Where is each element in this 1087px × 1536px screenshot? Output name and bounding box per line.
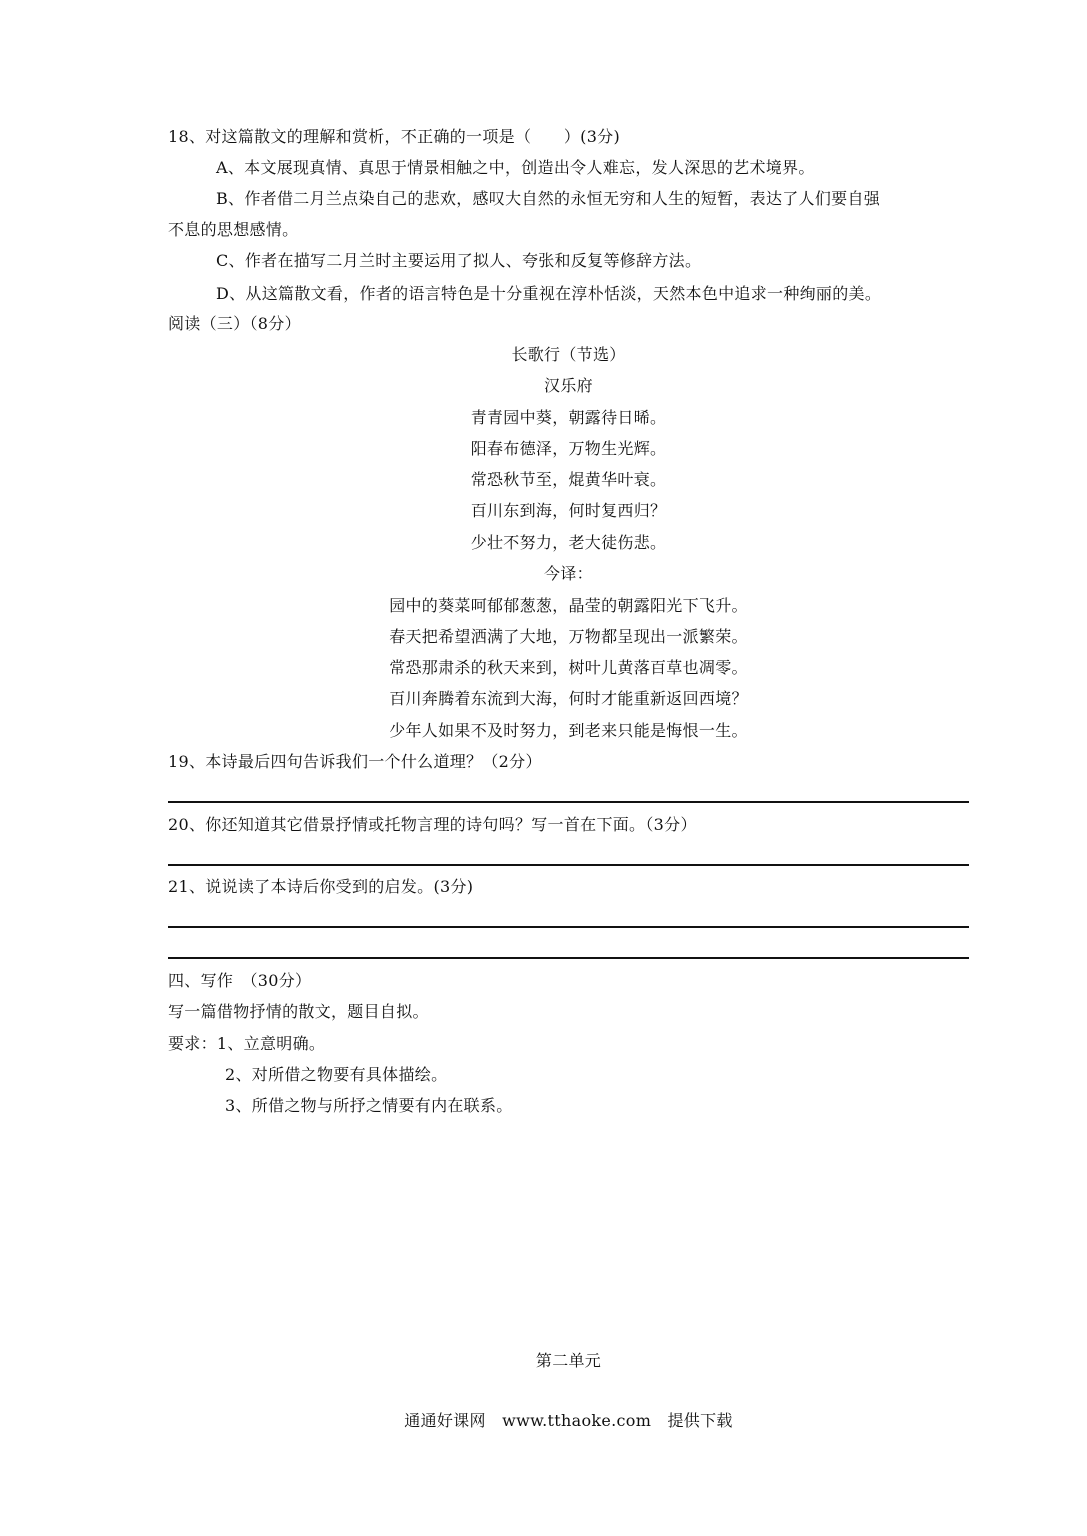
- translation-line: 春天把希望洒满了大地，万物都呈现出一派繁荣。: [389, 627, 748, 646]
- translation-line: 百川奔腾着东流到大海，何时才能重新返回西境？: [389, 689, 748, 708]
- translation-line: 园中的葵菜呵郁郁葱葱，晶莹的朝露阳光下飞升。: [389, 596, 748, 615]
- poem-title: 长歌行（节选）: [511, 345, 626, 364]
- q20-prompt: 20、你还知道其它借景抒情或托物言理的诗句吗？写一首在下面。（3分）: [168, 815, 697, 834]
- translation-label: 今译：: [544, 564, 593, 583]
- q18-option-b-line1: B、作者借二月兰点染自己的悲欢，感叹大自然的永恒无穷和人生的短暂，表达了人们要自强: [216, 189, 881, 208]
- q18-stem: 18、对这篇散文的理解和赏析，不正确的一项是（ ）(3分): [168, 127, 621, 146]
- footer-credit: 通通好课网 www.tthaoke.com 提供下载: [404, 1411, 733, 1430]
- writing-task: 写一篇借物抒情的散文，题目自拟。: [168, 1002, 429, 1021]
- writing-heading: 四、写作 （30分）: [168, 971, 312, 990]
- q18-option-b-line2: 不息的思想感情。: [168, 220, 299, 239]
- answer-line: [168, 864, 969, 866]
- writing-requirement: 2、对所借之物要有具体描绘。: [225, 1065, 448, 1084]
- poem-line: 少壮不努力，老大徒伤悲。: [470, 533, 667, 552]
- translation-line: 少年人如果不及时努力，到老来只能是悔恨一生。: [389, 721, 748, 740]
- poem-author: 汉乐府: [544, 376, 593, 395]
- poem-line: 常恐秋节至，焜黄华叶衰。: [470, 470, 667, 489]
- writing-requirement: 3、所借之物与所抒之情要有内在联系。: [225, 1096, 513, 1115]
- q19-prompt: 19、本诗最后四句告诉我们一个什么道理？（2分）: [168, 752, 542, 771]
- q18-option-a: A、本文展现真情、真思于情景相触之中，创造出令人难忘，发人深思的艺术境界。: [216, 158, 815, 177]
- q18-option-d: D、从这篇散文看，作者的语言特色是十分重视在淳朴恬淡，天然本色中追求一种绚丽的美。: [216, 284, 882, 303]
- answer-line: [168, 926, 969, 928]
- answer-line: [168, 957, 969, 959]
- unit-label: 第二单元: [535, 1351, 602, 1370]
- writing-requirement: 要求：1、立意明确。: [168, 1034, 326, 1053]
- answer-line: [168, 801, 969, 803]
- q21-prompt: 21、说说读了本诗后你受到的启发。(3分): [168, 877, 474, 896]
- poem-line: 青青园中葵，朝露待日晞。: [470, 408, 667, 427]
- poem-line: 阳春布德泽，万物生光辉。: [470, 439, 667, 458]
- translation-line: 常恐那肃杀的秋天来到，树叶儿黄落百草也凋零。: [389, 658, 748, 677]
- poem-line: 百川东到海，何时复西归？: [470, 501, 667, 520]
- q18-option-c: C、作者在描写二月兰时主要运用了拟人、夸张和反复等修辞方法。: [216, 251, 702, 270]
- reading3-heading: 阅读（三）（8分）: [168, 314, 301, 333]
